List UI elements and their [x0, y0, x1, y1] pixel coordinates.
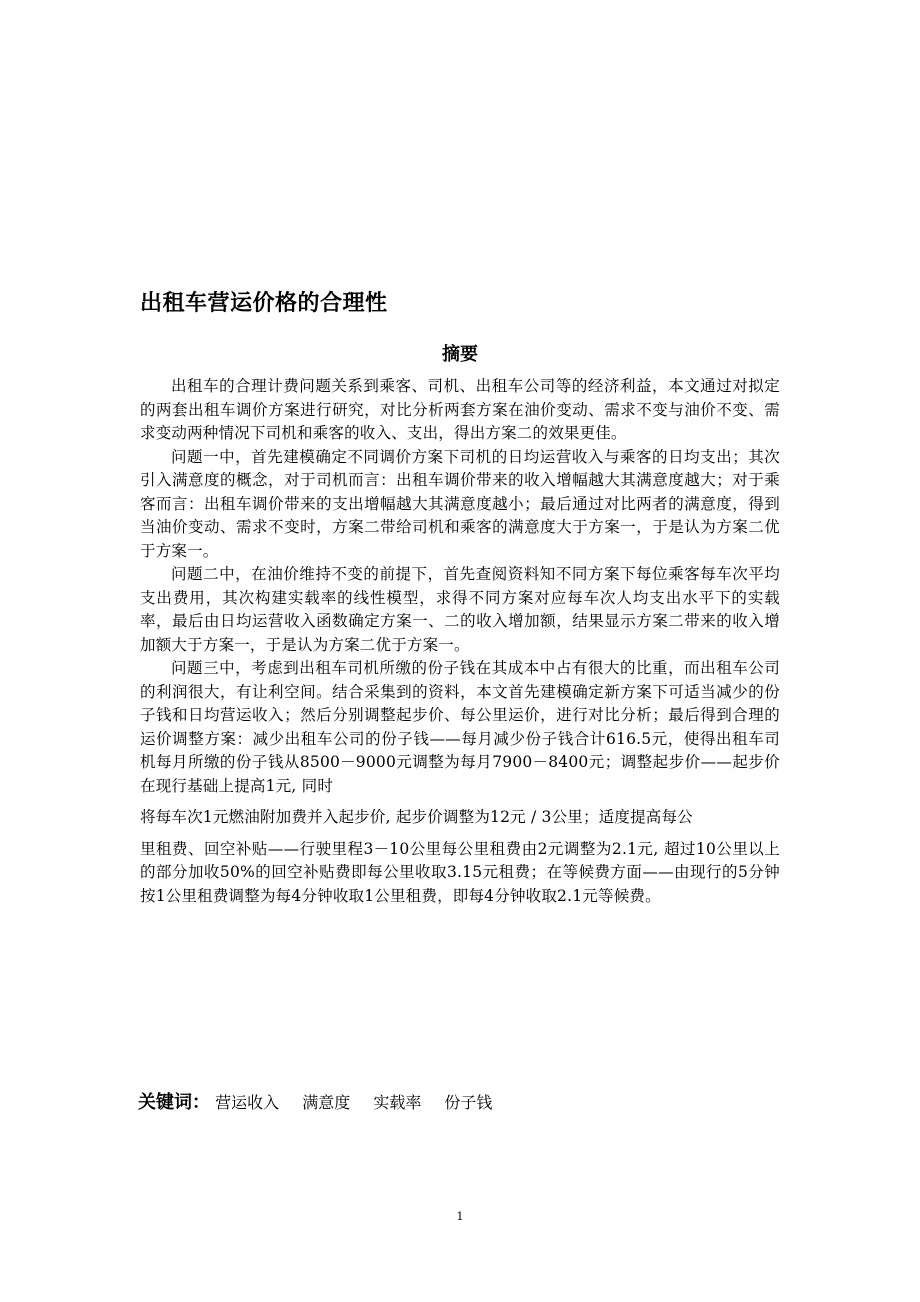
abstract-paragraph-problem-two: 问题二中，在油价维持不变的前提下，首先查阅资料知不同方案下每位乘客每车次平均支出费用，其次构建实载率的线性模型，求得不同方案对应每车次人均支出水平下的实载率，最后由日均运营收入函数确定方案一、二的收入增加额，结果显示方案二带来的收入增加额大于方案一，于是认为方案二优于方案一。 — [140, 565, 780, 654]
abstract-paragraph-problem-one: 问题一中，首先建模确定不同调价方案下司机的日均运营收入与乘客的日均支出；其次引入满意度的概念，对于司机而言：出租车调价带来的收入增幅越大其满意度越大；对于乘客而言：出租车调价带来的支出增幅越大其满意度越小；最后通过对比两者的满意度，得到当油价变动、需求不变时，方案二带给司机和乘客的满意度大于方案一，于是认为方案二优于方案一。 — [140, 447, 780, 560]
abstract-paragraph-intro: 出租车的合理计费问题关系到乘客、司机、出租车公司等的经济利益，本文通过对拟定的两套出租车调价方案进行研究，对比分析两套方案在油价变动、需求不变与油价不变、需求变动两种情况下司机和乘客的收入、支出，得出方案二的效果更佳。 — [140, 377, 780, 442]
page-number: 1 — [456, 1210, 464, 1223]
paper-title: 出租车营运价格的合理性 — [140, 291, 388, 316]
keywords-line — [138, 1088, 510, 1114]
keyword-item: 份子钱 — [444, 1093, 493, 1112]
keyword-item: 营运收入 — [215, 1093, 280, 1112]
abstract-paragraph-problem-three: 问题三中，考虑到出租车司机所缴的份子钱在其成本中占有很大的比重，而出租车公司的利润很大，有让利空间。结合采集到的资料，本文首先建模确定新方案下可适当减少的份子钱和日均营运收入；然后分别调整起步价、每公里运价，进行对比分析；最后得到合理的运价调整方案：减少出租车公司的份子钱——每月减少份子钱合计616.5元，使得出租车司机每月所缴的份子钱从8500－9000元调整为每月7900－8400元；调整起步价——起步价在现行基础上提高1元, 同时 — [140, 659, 780, 795]
keyword-item: 满意度 — [302, 1093, 351, 1112]
abstract-paragraph-continued-line: 将每车次1元燃油附加费并入起步价, 起步价调整为12元 / 3公里；适度提高每公 — [140, 808, 693, 826]
abstract-body — [140, 375, 780, 908]
keyword-item: 实载率 — [373, 1093, 422, 1112]
abstract-heading: 摘要 — [442, 344, 478, 365]
abstract-paragraph-continued-tail: 里租费、回空补贴——行驶里程3－10公里每公里租费由2元调整为2.1元, 超过10公里以上的部分加收50%的回空补贴费即每公里收取3.15元租费；在等候费方面——由现行的5分钟按1公里租费调整为每4分钟收取1公里租费，即每4分钟收取2.1元等候费。 — [140, 839, 780, 905]
keywords-label: 关键词： — [138, 1092, 210, 1113]
